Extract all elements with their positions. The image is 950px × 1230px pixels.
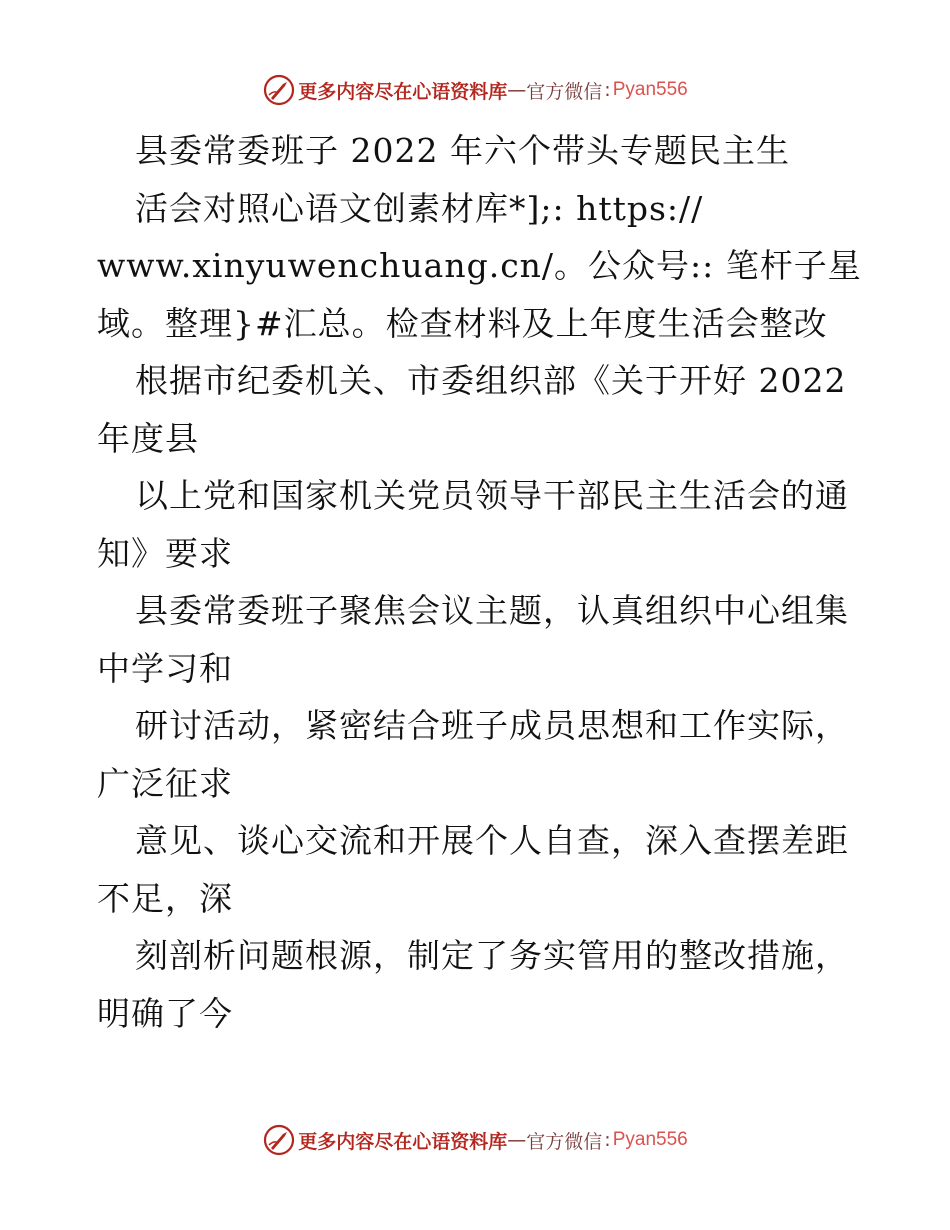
pen-nib-logo-icon [262, 73, 296, 107]
body-line: 研讨活动，紧密结合班子成员思想和工作实际， [135, 706, 849, 745]
body-line: 中学习和 [97, 648, 233, 688]
banner-separator: — [507, 1129, 527, 1151]
body-line: 刻剖析问题根源，制定了务实管用的整改措施， [135, 936, 849, 975]
body-line: 意见、谈心交流和开展个人自查，深入查摆差距 [135, 821, 849, 860]
body-line: 域。整理}#汇总。检查材料及上年度生活会整改 [97, 303, 828, 343]
banner-separator: — [507, 79, 527, 101]
banner-wechat-label: 官方微信 [526, 1130, 603, 1153]
body-line: 县委常委班子 2022 年六个带头专题民主生 [135, 131, 790, 170]
pen-nib-logo-icon [262, 1123, 296, 1157]
body-line: 不足，深 [97, 878, 233, 918]
banner-wechat-label: 官方微信 [526, 80, 603, 103]
body-line: 知》要求 [97, 533, 233, 573]
body-line: 广泛征求 [97, 763, 233, 803]
banner-wechat-id: Pyan556 [612, 1129, 688, 1150]
body-line: www.xinyuwenchuang.cn/。公众号:: 笔杆子星 [97, 246, 862, 285]
banner-text: 更多内容尽在心语资料库 [298, 1130, 508, 1153]
body-line: 以上党和国家机关党员领导干部民主生活会的通 [135, 476, 849, 515]
body-line: 明确了今 [97, 993, 233, 1033]
header-watermark-banner [0, 70, 950, 110]
body-line: 活会对照心语文创素材库*];: https:// [135, 188, 704, 228]
body-line: 根据市纪委机关、市委组织部《关于开好 2022 [135, 361, 847, 400]
body-line: 县委常委班子聚焦会议主题，认真组织中心组集 [135, 591, 849, 630]
banner-text: 更多内容尽在心语资料库 [298, 80, 508, 103]
banner-colon: : [604, 1129, 611, 1151]
body-line: 年度县 [97, 418, 199, 458]
document-body [97, 122, 867, 1042]
banner-colon: : [604, 79, 611, 101]
banner-wechat-id: Pyan556 [612, 79, 688, 100]
footer-watermark-banner [0, 1120, 950, 1160]
